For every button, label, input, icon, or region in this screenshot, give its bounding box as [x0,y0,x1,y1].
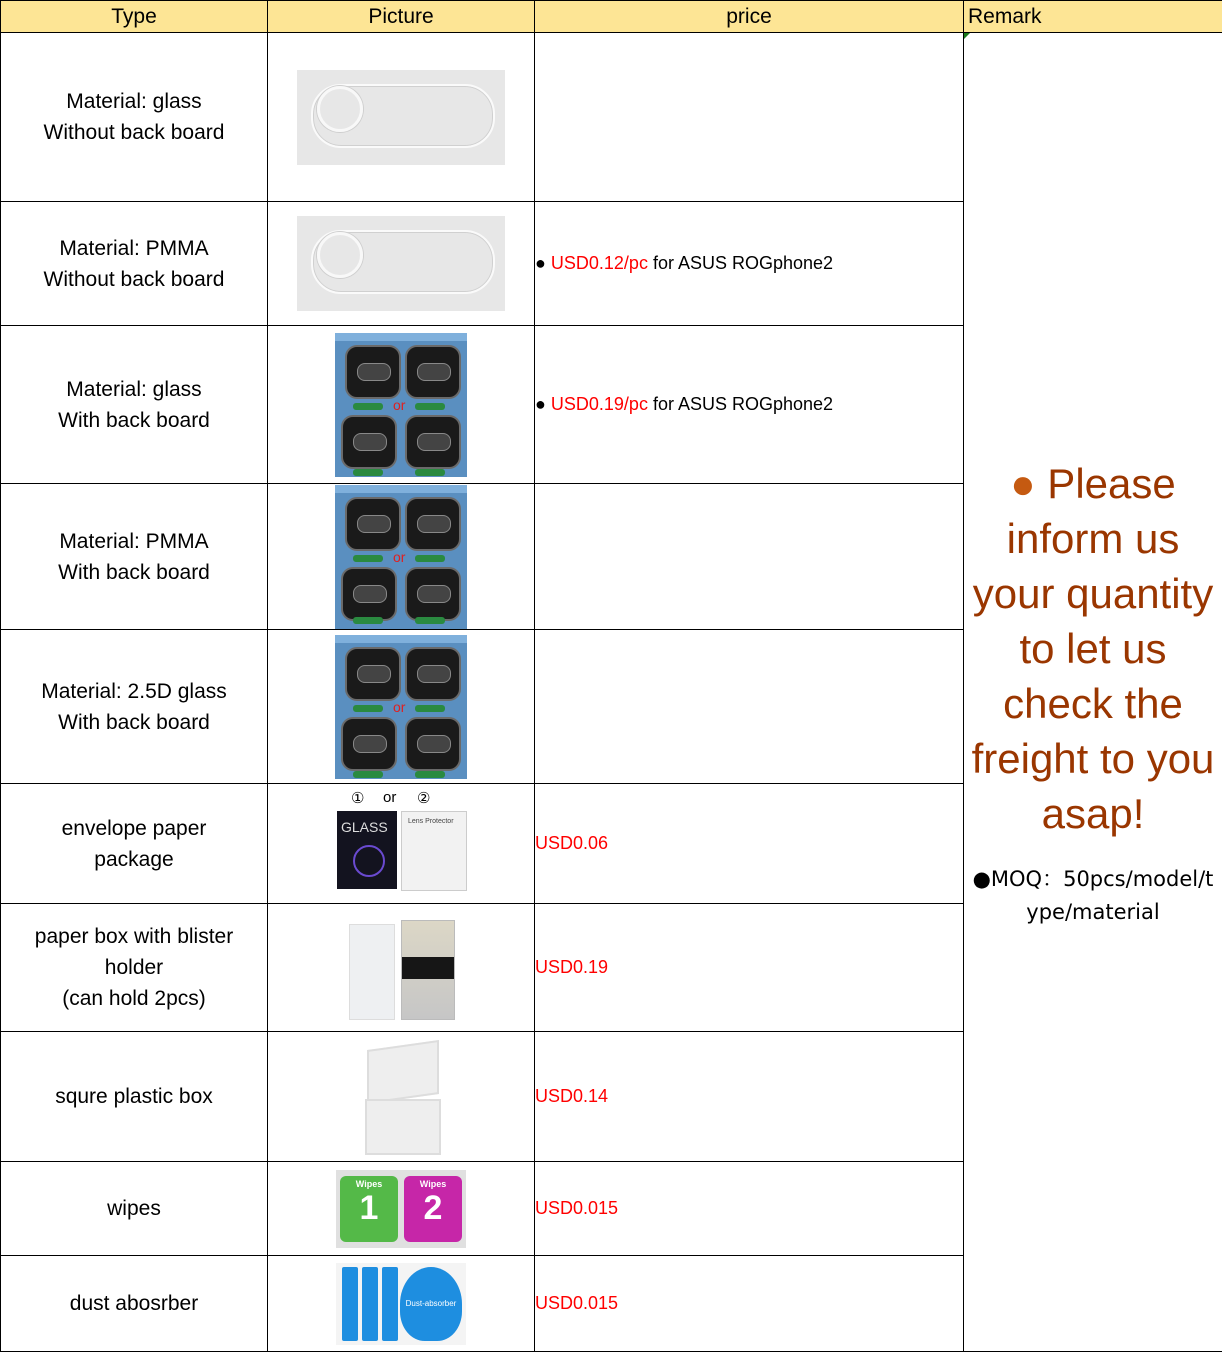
type-cell: envelope paper package [1,784,268,904]
lens-cover-back-board-image: or [335,485,467,629]
picture-cell [268,784,535,904]
remark-moq: ●MOQ：50pcs/model/type/material [972,866,1214,924]
remark-cell [964,33,1222,1352]
price-cell: USD0.06 [535,784,964,904]
dust-absorber-stickers-image: Dust-absorber [336,1263,466,1345]
type-cell: Material: PMMA With back board [1,484,268,630]
price-cell [535,630,964,784]
header-price: price [535,1,964,33]
price-cell: USD0.015 [535,1256,964,1352]
picture-cell [268,1162,535,1256]
picture-cell [268,904,535,1032]
lens-cover-back-board-image: or [335,635,467,779]
price-cell: USD0.19 [535,904,964,1032]
header-remark: Remark [964,1,1222,33]
picture-cell [268,202,535,326]
picture-cell [268,326,535,484]
picture-cell [268,630,535,784]
picture-cell [268,33,535,202]
price-cell: ● USD0.12/pc for ASUS ROGphone2 [535,202,964,326]
header-picture: Picture [268,1,535,33]
table-row [1,33,1222,202]
paper-box-blister-image [345,916,457,1020]
type-cell: dust abosrber [1,1256,268,1352]
type-cell: Material: glass Without back board [1,33,268,202]
price-cell [535,484,964,630]
type-cell: Material: 2.5D glass With back board [1,630,268,784]
price-cell: ● USD0.19/pc for ASUS ROGphone2 [535,326,964,484]
price-cell: USD0.14 [535,1032,964,1162]
type-cell: wipes [1,1162,268,1256]
type-cell: squre plastic box [1,1032,268,1162]
picture-cell [268,1032,535,1162]
comment-indicator [964,33,970,39]
square-plastic-box-image [361,1041,441,1153]
envelope-packages-image: ① or ② GLASS Lens Protector [331,789,471,899]
header-type: Type [1,1,268,33]
clear-pmma-lens-cover-image [297,216,505,311]
type-cell: paper box with blister holder (can hold 2pcs) [1,904,268,1032]
picture-cell [268,1256,535,1352]
type-cell: Material: glass With back board [1,326,268,484]
price-cell: USD0.015 [535,1162,964,1256]
lens-cover-back-board-image: or [335,333,467,477]
price-cell [535,33,964,202]
picture-cell [268,484,535,630]
type-cell: Material: PMMA Without back board [1,202,268,326]
remark-freight-note: ● Please inform us your quantity to let us check the freight to you asap! [971,459,1215,837]
wipes-pack-image: Wipes 1 Wipes 2 [336,1170,466,1248]
clear-glass-lens-cover-image [297,70,505,165]
